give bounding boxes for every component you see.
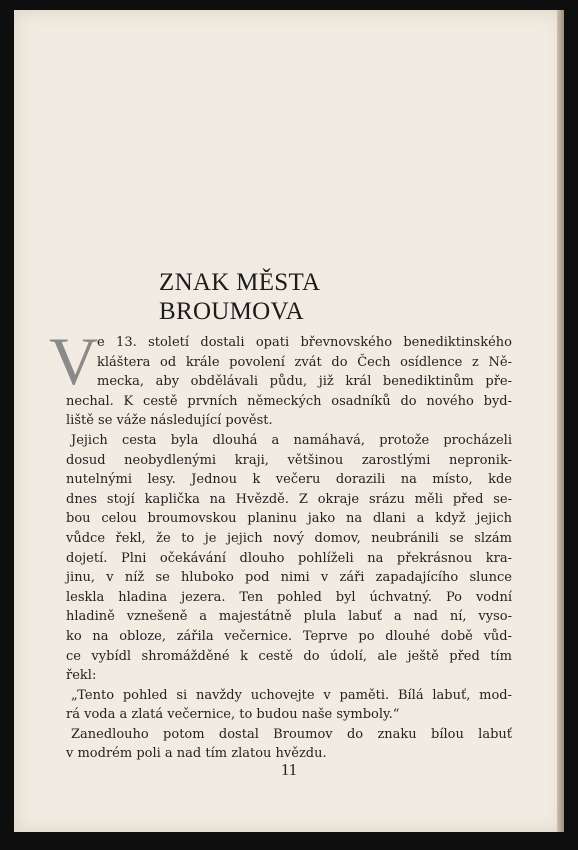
drop-cap: V — [49, 323, 99, 399]
text-line: mecka, aby obdělávali půdu, již král benediktinům pře- — [97, 374, 512, 390]
page-number: 11 — [280, 760, 298, 779]
text-line: dojetí. Plni očekávání dlouho pohlíželi na překrásnou kra- — [66, 550, 512, 566]
text-line: e 13. století dostali opati břevnovského benediktinského — [97, 335, 512, 350]
chapter-title-line-2: BROUMOVA — [159, 298, 305, 325]
text-line: kláštera od krále povolení zvát do Čech osídlence z Ně- — [97, 354, 512, 370]
text-line: vůdce řekl, že to je jejich nový domov, neubránili se slzám — [66, 530, 512, 546]
text-line: v modrém poli a nad tím zlatou hvězdu. — [66, 746, 327, 762]
chapter-title-line-1: ZNAK MĚSTA — [159, 269, 321, 296]
body-text — [66, 333, 512, 764]
text-line: nutelnými lesy. Jednou k večeru dorazili na místo, kde — [66, 472, 512, 488]
text-line: jinu, v níž se hluboko pod nimi v záři zapadajícího slunce — [66, 570, 512, 586]
text-line: hladině vznešeně a majestátně plula labuť a nad ní, vyso- — [66, 609, 512, 625]
text-line: řekl: — [66, 668, 97, 684]
text-line: liště se váže následující pověst. — [66, 413, 273, 429]
text-line: dosud neobydlenými kraji, většinou zarostlými nepronik- — [66, 452, 512, 468]
page-edge — [557, 10, 564, 832]
text-line: ce vybídl shromážděné k cestě do údolí, ale ještě před tím — [66, 648, 512, 664]
text-line: ko na obloze, zářila večernice. Teprve po dlouhé době vůd- — [66, 628, 512, 644]
text-line: dnes stojí kaplička na Hvězdě. Z okraje srázu měli před se- — [66, 491, 512, 507]
text-line: nechal. K cestě prvních německých osadníků do nového byd- — [66, 393, 512, 409]
text-line: bou celou broumovskou planinu jako na dlani a když jejich — [66, 511, 512, 527]
text-line: „Tento pohled si navždy uchovejte v paměti. Bílá labuť, mod- — [71, 687, 512, 703]
text-line: leskla hladina jezera. Ten pohled byl úchvatný. Po vodní — [66, 589, 512, 605]
text-line: rá voda a zlatá večernice, to budou naše symboly.“ — [66, 707, 400, 723]
text-line: Jejich cesta byla dlouhá a namáhavá, protože procházeli — [71, 432, 512, 448]
chapter-title — [159, 268, 320, 326]
text-line: Zanedlouho potom dostal Broumov do znaku bílou labuť — [71, 726, 512, 742]
